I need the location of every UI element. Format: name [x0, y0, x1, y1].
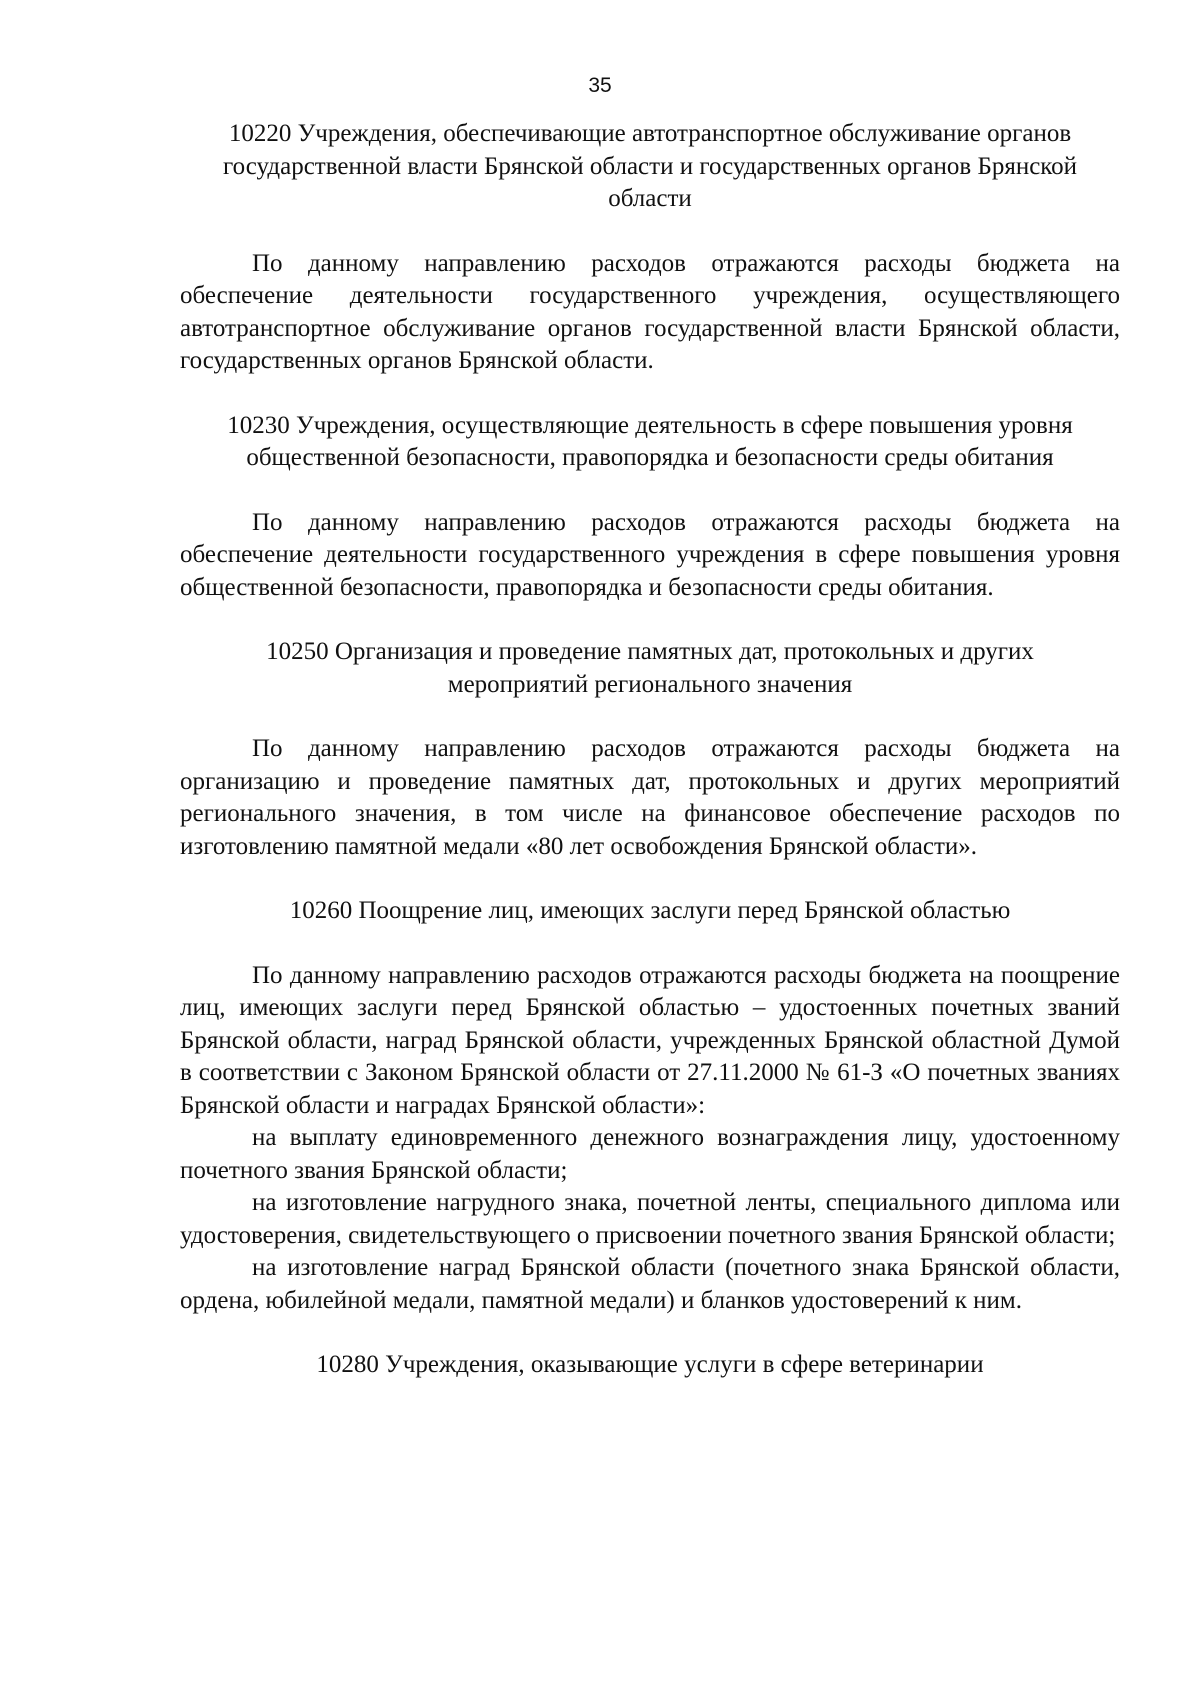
section-paragraph: на изготовление наград Брянской области (почетного знака Брянской области, ордена, юбилейной медали, памятной медали) и бланков удостоверений к ним.	[180, 1254, 1120, 1314]
section-heading: 10280 Учреждения, оказывающие услуги в сфере ветеринарии	[316, 1351, 984, 1378]
section-paragraph: на выплату единовременного денежного вознаграждения лицу, удостоенному почетного звания Брянской области;	[180, 1124, 1120, 1184]
section-heading: 10220 Учреждения, обеспечивающие автотранспортное обслуживание органов государственной власти Брянской области и государственных органов Брянской области	[222, 120, 1078, 212]
section-10250	[180, 636, 1120, 895]
section-paragraph: на изготовление нагрудного знака, почетной ленты, специального диплома или удостоверения, свидетельствующего о присвоении почетного звания Брянской области;	[180, 1189, 1120, 1249]
section-heading: 10250 Организация и проведение памятных дат, протокольных и других мероприятий регионального значения	[266, 638, 1034, 698]
page-number: 35	[588, 74, 612, 97]
section-heading: 10260 Поощрение лиц, имеющих заслуги перед Брянской областью	[289, 897, 1011, 924]
section-heading: 10230 Учреждения, осуществляющие деятельность в сфере повышения уровня общественной безопасности, правопорядка и безопасности среды обитания	[227, 411, 1073, 471]
section-paragraph: По данному направлению расходов отражаются расходы бюджета на обеспечение деятельности государственного учреждения, осуществляющего автотранспортное обслуживание органов государственной власти Брянской области, государственных органов Брянской области.	[180, 249, 1120, 374]
section-paragraph: По данному направлению расходов отражаются расходы бюджета на обеспечение деятельности государственного учреждения в сфере повышения уровня общественной безопасности, правопорядка и безопасности среды обитания.	[180, 508, 1120, 601]
section-10220	[180, 118, 1120, 410]
section-10280	[180, 1349, 1120, 1382]
section-paragraph: По данному направлению расходов отражаются расходы бюджета на поощрение лиц, имеющих заслуги перед Брянской областью – удостоенных почетных званий Брянской области, наград Брянской области, учрежденных Брянской областной Думой в соответствии с Законом Брянской области от 27.11.2000 № 61-З «О почетных званиях Брянской области и наградах Брянской области»:	[180, 961, 1120, 1119]
section-10230	[180, 410, 1120, 637]
section-10260	[180, 895, 1120, 1349]
section-paragraph: По данному направлению расходов отражаются расходы бюджета на организацию и проведение памятных дат, протокольных и других мероприятий регионального значения, в том числе на финансовое обеспечение расходов по изготовлению памятной медали «80 лет освобождения Брянской области».	[180, 735, 1120, 860]
document-body	[180, 118, 1120, 1382]
